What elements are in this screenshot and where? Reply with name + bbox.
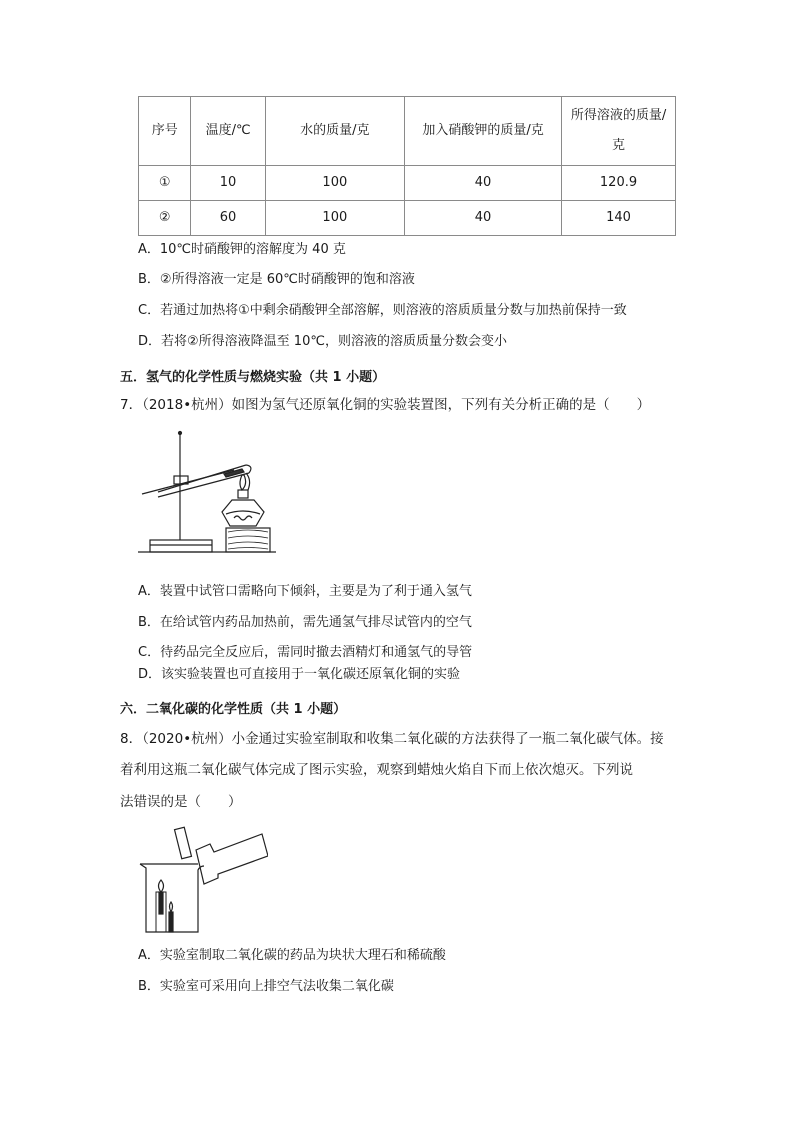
question-8-stem-line: 8．（2020•杭州）小金通过实验室制取和收集二氧化碳的方法获得了一瓶二氧化碳气体。接 bbox=[120, 731, 664, 747]
table-header-row bbox=[139, 97, 676, 166]
table-cell: ① bbox=[139, 166, 191, 201]
q8-option-b: B．实验室可采用向上排空气法收集二氧化碳 bbox=[138, 979, 394, 994]
table-cell: ② bbox=[139, 201, 191, 236]
table-row bbox=[139, 201, 676, 236]
q8-option-a: A．实验室制取二氧化碳的药品为块状大理石和稀硫酸 bbox=[138, 948, 446, 963]
table-cell: 60 bbox=[191, 201, 265, 236]
table-header-cell: 温度/℃ bbox=[191, 97, 265, 166]
table-cell: 10 bbox=[191, 166, 265, 201]
table-header-cell: 加入硝酸钾的质量/克 bbox=[405, 97, 562, 166]
q7-option-d: D．该实验装置也可直接用于一氧化碳还原氧化铜的实验 bbox=[138, 667, 461, 682]
hydrogen-reduction-apparatus-figure bbox=[138, 428, 278, 558]
table-cell: 40 bbox=[405, 166, 562, 201]
q7-option-c: C．待药品完全反应后，需同时撤去酒精灯和通氢气的导管 bbox=[138, 645, 473, 660]
section-heading: 六．二氧化碳的化学性质（共 1 小题） bbox=[120, 702, 347, 717]
q6-option-c: C．若通过加热将①中剩余硝酸钾全部溶解，则溶液的溶质质量分数与加热前保持一致 bbox=[138, 303, 627, 318]
q7-option-a: A．装置中试管口需略向下倾斜，主要是为了利于通入氢气 bbox=[138, 584, 472, 599]
table-cell: 120.9 bbox=[562, 166, 676, 201]
table-header-text: 克 bbox=[612, 138, 626, 153]
table-cell: 100 bbox=[265, 201, 404, 236]
q6-option-b: B．②所得溶液一定是 60℃时硝酸钾的饱和溶液 bbox=[138, 272, 415, 287]
co2-candle-beaker-figure bbox=[138, 826, 268, 934]
table-header-cell: 水的质量/克 bbox=[265, 97, 404, 166]
q6-option-d: D．若将②所得溶液降温至 10℃，则溶液的溶质质量分数会变小 bbox=[138, 334, 507, 349]
table-row bbox=[139, 166, 676, 201]
q6-option-a: A．10℃时硝酸钾的溶解度为 40 克 bbox=[138, 242, 346, 257]
solubility-table bbox=[138, 96, 676, 236]
q7-option-b: B．在给试管内药品加热前，需先通氢气排尽试管内的空气 bbox=[138, 615, 472, 630]
question-7-stem: 7．（2018•杭州）如图为氢气还原氧化铜的实验装置图，下列有关分析正确的是（ ） bbox=[120, 397, 651, 413]
table-cell: 100 bbox=[265, 166, 404, 201]
question-8-stem-line: 法错误的是（ ） bbox=[120, 794, 242, 810]
table-header-cell: 序号 bbox=[139, 97, 191, 166]
section-heading: 五．氢气的化学性质与燃烧实验（共 1 小题） bbox=[120, 370, 386, 385]
table-header-text: 所得溶液的质量/ bbox=[570, 108, 667, 123]
table-cell: 140 bbox=[562, 201, 676, 236]
question-8-stem-line: 着利用这瓶二氧化碳气体完成了图示实验，观察到蜡烛火焰自下而上依次熄灭。下列说 bbox=[120, 762, 633, 778]
table-header-cell bbox=[562, 97, 676, 166]
table-cell: 40 bbox=[405, 201, 562, 236]
